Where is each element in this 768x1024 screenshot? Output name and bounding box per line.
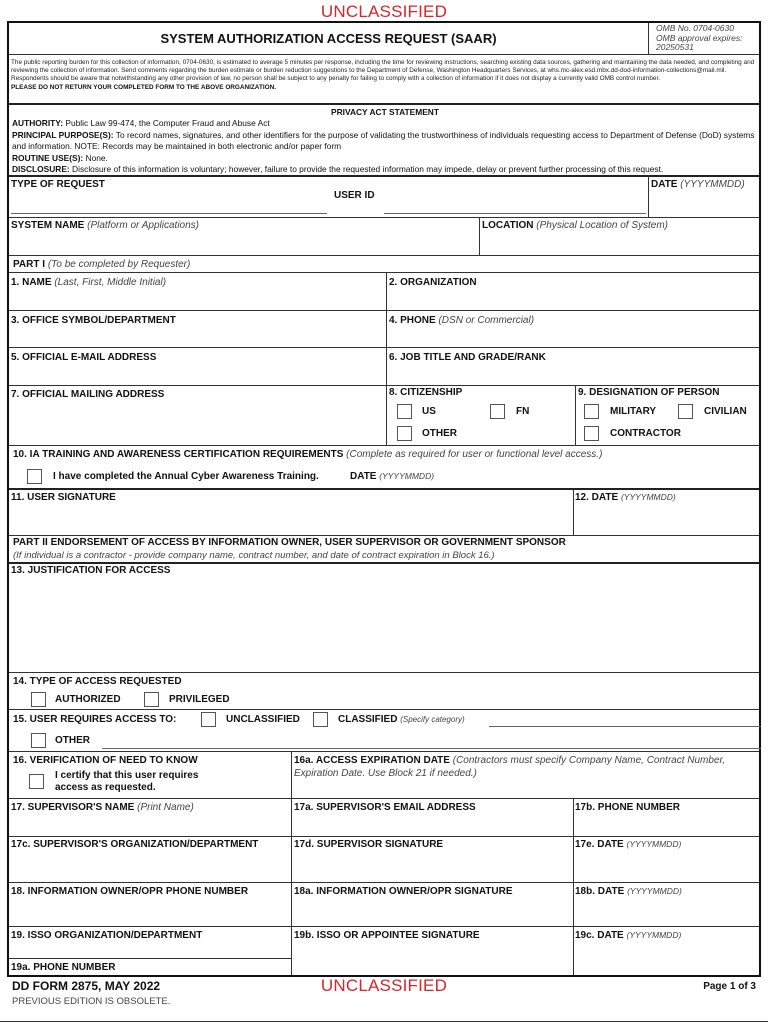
job-title-input[interactable] [391,366,757,382]
requires-classified-label-text: CLASSIFIED [338,714,398,725]
divider [479,217,480,255]
organization-input[interactable] [391,291,757,307]
part1-title: PART I [13,259,46,270]
divider [9,926,759,927]
form-title: SYSTEM AUTHORIZATION ACCESS REQUEST (SAAR) [160,31,497,46]
part2-title: PART II ENDORSEMENT OF ACCESS BY INFORMATION OWNER, USER SUPERVISOR OR GOVERNMENT SPONSOR [13,537,566,548]
cyber-awareness-checkbox[interactable] [27,469,42,484]
designation-military-checkbox[interactable] [584,404,599,419]
supervisor-phone-input[interactable] [577,817,757,833]
privacy-act-statement [12,107,758,175]
supervisor-phone-label: 17b. PHONE NUMBER [575,802,681,813]
privacy-purpose-label: PRINCIPAL PURPOSE(S): [12,129,114,140]
isso-phone-label: 19a. PHONE NUMBER [11,962,116,973]
divider [9,103,759,105]
name-input[interactable] [13,291,383,307]
organization-label: 2. ORGANIZATION [389,277,477,288]
designation-civilian-checkbox[interactable] [678,404,693,419]
designation-military-label: MILITARY [610,406,657,417]
type-of-request-underline [11,213,327,214]
privacy-disclosure-text: Disclosure of this information is voluntary; however, failure to provide the requested information may impede, delay or prevent further processing of this request. [69,164,664,175]
classified-category-input[interactable] [491,711,759,725]
obsolete-notice: PREVIOUS EDITION IS OBSOLETE. [12,996,171,1007]
citizenship-label: 8. CITIZENSHIP [389,387,463,398]
justification-input[interactable] [13,579,757,669]
phone-label-text: 4. PHONE [389,315,436,326]
verification-text-1: I certify that this user requires [55,770,199,781]
ia-date-input[interactable] [449,468,649,484]
divider [9,217,759,218]
omb-expires-label: OMB approval expires: [656,32,743,43]
supervisor-name-hint: (Print Name) [137,802,194,813]
requires-unclassified-checkbox[interactable] [201,712,216,727]
isso-date-input[interactable] [577,947,757,965]
classification-banner-top: UNCLASSIFIED [320,2,448,21]
ia-training-label [13,449,602,460]
classified-hint: (Specify category) [400,715,465,724]
divider [9,709,759,710]
form-id: DD FORM 2875, MAY 2022 [12,979,161,993]
privacy-routine-text: None. [83,152,108,163]
requires-classified-label [338,714,465,725]
office-symbol-label: 3. OFFICE SYMBOL/DEPARTMENT [11,315,176,326]
isso-signature-field[interactable] [296,944,566,972]
divider [648,23,649,54]
citizenship-us-label: US [422,406,436,417]
divider [9,958,291,959]
part1-header [13,259,190,270]
user-sig-date-label-text: 12. DATE [575,492,619,503]
divider [573,798,574,975]
type-of-request-input[interactable] [13,195,313,211]
user-signature-field[interactable] [13,506,568,532]
expiration-hint-2: Expiration Date. Use Block 21 if needed.) [294,768,477,779]
verification-label: 16. VERIFICATION OF NEED TO KNOW [13,755,198,766]
burden-notice-text: The public reporting burden for this collection of information, 0704-0630, is estimated to average 5 minutes per response, including the time for reviewing instructions, searching existing data sources, gathering and maintaining the data needed, and completing and reviewing the collection of information. Send comments regarding the burden estimate or burden reduction suggestions to the Department of Defense, Washington Headquarters Services, at whs.mc-alex.esd.mbx.dd-dod-information-collections@mail.mil. Respondents should be aware that notwithstanding any other provision of law, no person shall be subject to any penalty for failing to comply with a collection of information if it does not display a currently valid OMB control number. [11,59,755,83]
supervisor-date-hint: (YYYYMMDD) [626,839,682,849]
divider [386,385,387,445]
supervisor-email-input[interactable] [296,817,566,833]
access-type-label: 14. TYPE OF ACCESS REQUESTED [13,676,182,687]
privacy-purpose-text: To record names, signatures, and other identifiers for the purpose of validating the trustworthiness of individuals requesting access to Department of Defense (DoD) systems and information. NOTE: Records may be maintained in both electronic and/or paper form [12,129,755,152]
cyber-awareness-label: I have completed the Annual Cyber Awareness Training. [53,471,319,482]
saar-form [7,21,761,977]
verification-checkbox[interactable] [29,774,44,789]
phone-input[interactable] [391,329,757,345]
isso-org-input[interactable] [13,943,287,957]
office-symbol-input[interactable] [13,329,383,345]
classified-category-underline [489,726,761,727]
isso-date-hint: (YYYYMMDD) [626,930,682,940]
owner-date-input[interactable] [577,903,757,921]
divider [9,385,759,386]
divider [9,751,759,752]
divider [9,347,759,348]
divider [573,488,574,535]
isso-org-label: 19. ISSO ORGANIZATION/DEPARTMENT [11,930,203,941]
supervisor-org-input[interactable] [13,856,287,874]
location-label-text: LOCATION [482,220,534,231]
location-label [482,220,668,231]
designation-label: 9. DESIGNATION OF PERSON [578,387,720,398]
job-title-label: 6. JOB TITLE AND GRADE/RANK [389,352,546,363]
omb-expires-date: 20250531 [656,42,694,52]
access-privileged-label: PRIVILEGED [169,694,230,705]
ia-training-hint: (Complete as required for user or functional level access.) [346,449,603,460]
privacy-authority-text: Public Law 99-474, the Computer Fraud and Abuse Act [63,118,270,129]
owner-signature-label: 18a. INFORMATION OWNER/OPR SIGNATURE [294,886,513,897]
user-sig-date-input[interactable] [577,510,757,528]
owner-date-label-text: 18b. DATE [575,886,625,897]
supervisor-org-label: 17c. SUPERVISOR'S ORGANIZATION/DEPARTMENT [11,839,259,850]
access-authorized-checkbox[interactable] [31,692,46,707]
designation-civilian-label: CIVILIAN [704,406,747,417]
citizenship-fn-label: FN [516,406,530,417]
supervisor-name-label [11,802,194,813]
request-date-hint: (YYYYMMDD) [680,179,745,190]
other-underline [102,748,761,749]
isso-date-label-text: 19c. DATE [575,930,624,941]
divider [9,488,759,490]
request-date-input[interactable] [652,195,758,213]
access-privileged-checkbox[interactable] [144,692,159,707]
location-hint: (Physical Location of System) [536,220,668,231]
supervisor-email-label: 17a. SUPERVISOR'S EMAIL ADDRESS [294,802,476,813]
location-input[interactable] [484,235,758,253]
email-input[interactable] [13,366,383,382]
phone-hint: (DSN or Commercial) [438,315,535,326]
owner-date-label [575,886,682,897]
privacy-routine-label: ROUTINE USE(S): [12,152,84,163]
system-name-hint: (Platform or Applications) [87,220,200,231]
divider [575,385,576,445]
name-label [11,277,166,288]
isso-signature-label: 19b. ISSO OR APPOINTEE SIGNATURE [294,930,480,941]
supervisor-date-label-text: 17e. DATE [575,839,624,850]
system-name-input[interactable] [13,235,473,253]
supervisor-signature-label: 17d. SUPERVISOR SIGNATURE [294,839,444,850]
expiration-label [294,755,725,766]
requires-access-label: 15. USER REQUIRES ACCESS TO: [13,714,177,725]
requires-classified-checkbox[interactable] [313,712,328,727]
supervisor-date-label [575,839,681,850]
user-id-label: USER ID [334,190,375,201]
user-sig-date-hint: (YYYYMMDD) [620,492,676,502]
page-edge [0,1021,768,1022]
part2-hint: (If individual is a contractor - provide company name, contract number, and date of contract expiration in Block 16.) [13,550,495,561]
owner-phone-label: 18. INFORMATION OWNER/OPR PHONE NUMBER [11,886,249,897]
isso-date-label [575,930,681,941]
omb-number: OMB No. 0704-0630 [656,23,734,33]
divider [9,54,759,55]
privacy-authority-label: AUTHORITY: [12,118,64,129]
divider [9,836,759,837]
classification-banner-bottom: UNCLASSIFIED [320,976,448,995]
privacy-disclosure [12,164,758,175]
owner-date-hint: (YYYYMMDD) [627,886,682,896]
mailing-address-label: 7. OFFICIAL MAILING ADDRESS [11,389,165,400]
ia-date-hint: (YYYYMMDD) [379,471,435,481]
ia-training-label-text: 10. IA TRAINING AND AWARENESS CERTIFICATION REQUIREMENTS [13,449,344,460]
citizenship-us-checkbox[interactable] [397,404,412,419]
owner-signature-field[interactable] [296,900,566,924]
divider [9,175,759,177]
divider [9,882,759,883]
request-date-label-text: DATE [651,179,678,190]
privacy-disclosure-label: DISCLOSURE: [12,164,70,175]
name-label-text: 1. NAME [11,277,52,288]
user-signature-label: 11. USER SIGNATURE [11,492,116,503]
user-id-underline [384,213,646,214]
privacy-authority [12,118,758,129]
phone-label [389,315,534,326]
system-name-label-text: SYSTEM NAME [11,220,85,231]
expiration-input[interactable] [296,781,756,795]
divider [9,672,759,673]
expiration-hint-1: (Contractors must specify Company Name, Contract Number, [452,755,726,766]
expiration-label-text: 16a. ACCESS EXPIRATION DATE [294,755,450,766]
verification-text-2: access as requested. [55,782,156,793]
requires-unclassified-label: UNCLASSIFIED [226,714,300,725]
designation-contractor-label: CONTRACTOR [610,428,681,439]
divider [648,175,649,217]
citizenship-fn-checkbox[interactable] [490,404,505,419]
access-authorized-label: AUTHORIZED [55,694,121,705]
page-number: Page 1 of 3 [703,981,756,992]
divider [9,798,759,799]
user-id-input[interactable] [387,195,642,211]
privacy-title: PRIVACY ACT STATEMENT [331,107,439,117]
divider [9,445,759,446]
ia-date-label-text: DATE [350,471,377,482]
system-name-label [11,220,199,231]
divider [9,272,759,273]
citizenship-other-checkbox[interactable] [397,426,412,441]
user-sig-date-label [575,492,676,503]
supervisor-date-input[interactable] [577,856,757,874]
divider [9,562,759,564]
part1-hint: (To be completed by Requester) [47,259,191,270]
divider [9,255,759,256]
requires-other-checkbox[interactable] [31,733,46,748]
type-of-request-label: TYPE OF REQUEST [11,179,105,190]
burden-notice [11,59,759,92]
justification-label: 13. JUSTIFICATION FOR ACCESS [11,565,171,576]
owner-phone-input[interactable] [13,903,287,921]
requires-other-input[interactable] [105,733,755,747]
email-label: 5. OFFICIAL E-MAIL ADDRESS [11,352,157,363]
privacy-routine [12,153,758,164]
name-hint: (Last, First, Middle Initial) [54,277,167,288]
divider [291,751,292,975]
designation-contractor-checkbox[interactable] [584,426,599,441]
requires-other-label: OTHER [55,735,90,746]
divider [9,310,759,311]
omb-info [656,24,742,53]
supervisor-signature-field[interactable] [296,853,566,879]
burden-warning: PLEASE DO NOT RETURN YOUR COMPLETED FORM TO THE ABOVE ORGANIZATION. [11,83,276,91]
supervisor-name-input[interactable] [13,817,287,833]
mailing-address-input[interactable] [13,403,383,443]
request-date-label [651,179,745,190]
supervisor-name-label-text: 17. SUPERVISOR'S NAME [11,802,135,813]
privacy-purpose [12,130,758,153]
citizenship-other-label: OTHER [422,428,457,439]
ia-date-label [350,471,434,482]
divider [9,535,759,536]
